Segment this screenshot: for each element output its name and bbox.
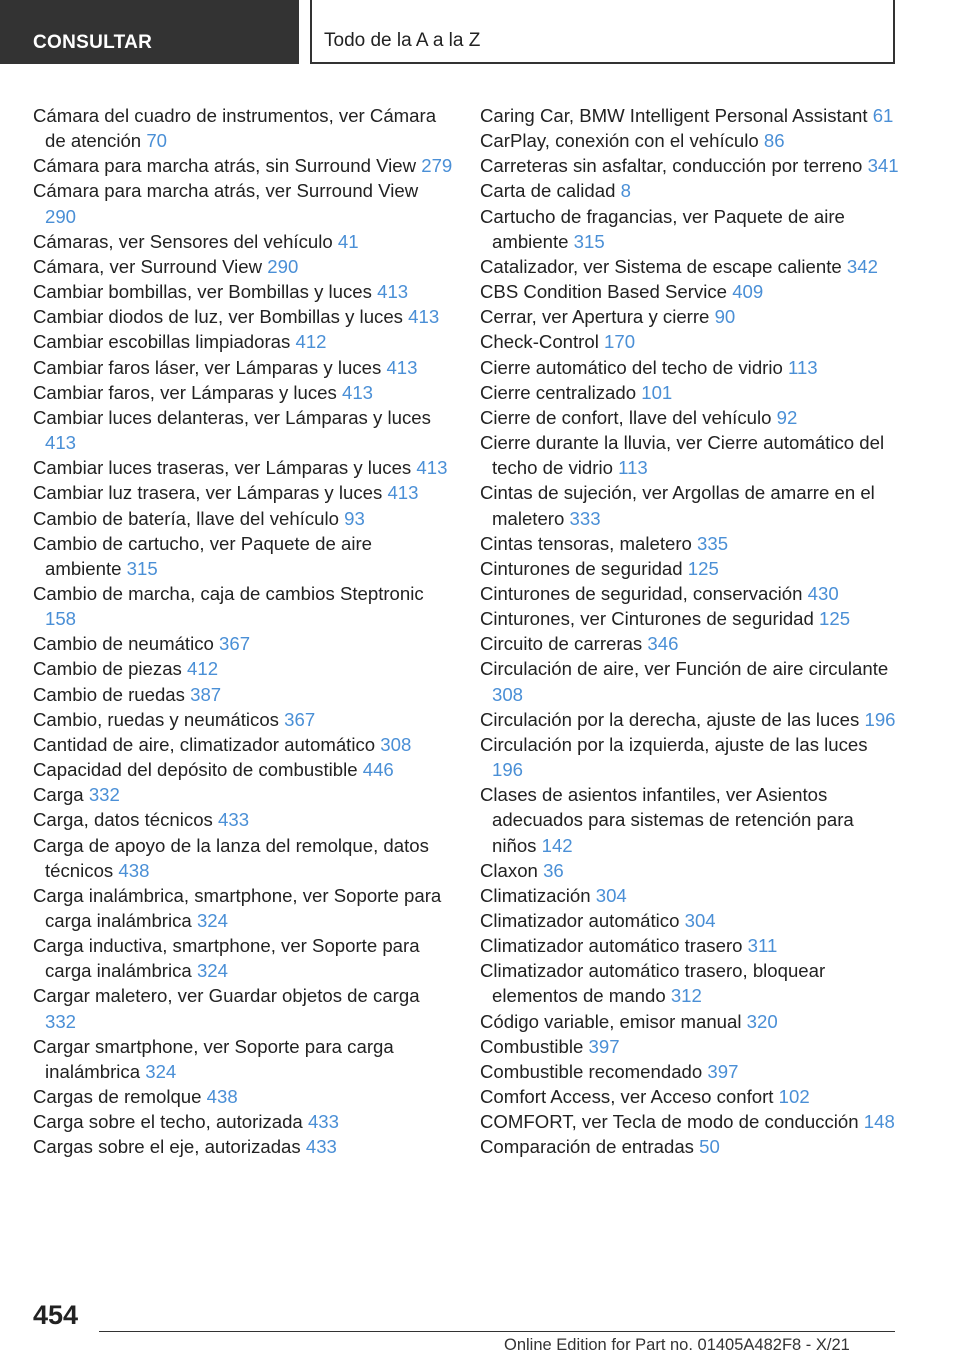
index-entry-text: Cierre de confort, llave del vehículo: [480, 406, 772, 428]
page-reference-link[interactable]: 397: [588, 1035, 620, 1057]
index-entry-text: Caring Car, BMW Intelligent Personal Assistant: [480, 105, 868, 126]
index-entry: [480, 430, 900, 480]
index-entry: [33, 279, 453, 304]
index-entry: [480, 304, 900, 329]
index-entry-text: Cambio de cartucho, ver Paquete de aire ambiente: [33, 532, 373, 579]
page-reference-link[interactable]: 315: [126, 557, 158, 579]
page-reference-link[interactable]: 333: [569, 507, 601, 529]
index-entry-text: Circulación de aire, ver Función de aire circulante: [480, 658, 889, 680]
index-entry: [480, 1034, 900, 1059]
section-tab: CONSULTAR: [0, 0, 299, 64]
index-entry: [480, 556, 900, 581]
page-reference-link[interactable]: 433: [218, 809, 250, 831]
page-reference-link[interactable]: 413: [408, 306, 440, 328]
index-entry-text: Circuito de carreras: [480, 633, 643, 655]
index-entry: [480, 153, 900, 178]
index-entry: [33, 229, 453, 254]
index-entry: [480, 254, 900, 279]
index-entry: [33, 1109, 453, 1134]
page-reference-link[interactable]: 196: [864, 708, 896, 730]
index-entry-text: Cierre automático del techo de vidrio: [480, 356, 783, 378]
index-entry: [33, 355, 453, 380]
page-reference-link[interactable]: 308: [492, 683, 524, 705]
page-reference-link[interactable]: 413: [387, 482, 419, 504]
index-entry: [33, 983, 453, 1033]
index-entry: [480, 178, 900, 203]
page-reference-link[interactable]: 8: [620, 180, 631, 202]
index-entry-text: Check-Control: [480, 331, 599, 353]
page-reference-link[interactable]: 142: [541, 834, 573, 856]
page-reference-link[interactable]: 335: [697, 532, 729, 554]
index-entry-text: Comfort Access, ver Acceso confort: [480, 1086, 774, 1108]
index-entry-text: Cinturones de seguridad: [480, 557, 683, 579]
index-entry-text: Cámaras, ver Sensores del vehículo: [33, 230, 333, 252]
footer-divider: [99, 1331, 895, 1332]
index-entry-text: Climatizador automático trasero, bloquear elementos de mando: [480, 960, 826, 1007]
index-entry-text: Cambio de piezas: [33, 658, 182, 680]
page-reference-link[interactable]: 413: [386, 356, 418, 378]
index-entry-text: Cámara para marcha atrás, ver Surround View: [33, 180, 419, 202]
page-reference-link[interactable]: 367: [219, 633, 251, 655]
index-entry-text: Carga inductiva, smartphone, ver Soporte para carga inalámbrica: [33, 935, 420, 982]
page-reference-link[interactable]: 346: [647, 633, 679, 655]
index-entry-text: Cargas de remolque: [33, 1086, 202, 1108]
index-entry-text: Cierre durante la lluvia, ver Cierre automático del techo de vidrio: [480, 432, 885, 479]
index-entry: [33, 506, 453, 531]
page-reference-link[interactable]: 41: [337, 230, 359, 252]
index-entry: [33, 656, 453, 681]
index-entry-text: Carga, datos técnicos: [33, 809, 213, 831]
index-entry: [33, 833, 453, 883]
index-entry-text: Clases de asientos infantiles, ver Asientos adecuados para sistemas de retención para niños: [480, 784, 854, 856]
index-entry: [480, 329, 900, 354]
index-entry-text: Capacidad del depósito de combustible: [33, 759, 358, 781]
index-entry: [480, 908, 900, 933]
index-entry-text: Climatizador automático: [480, 910, 680, 931]
page-reference-link[interactable]: 433: [307, 1111, 339, 1133]
index-entry: [480, 1059, 900, 1084]
index-entry-text: Cerrar, ver Apertura y cierre: [480, 306, 710, 328]
page-reference-link[interactable]: 196: [492, 759, 524, 781]
index-entry-text: Combustible: [480, 1035, 584, 1057]
index-entry-text: Carta de calidad: [480, 180, 616, 202]
index-entry-text: Carga sobre el techo, autorizada: [33, 1111, 303, 1133]
page-reference-link[interactable]: 397: [707, 1060, 739, 1082]
page-reference-link[interactable]: 125: [687, 557, 719, 579]
footer-edition: Online Edition for Part no. 01405A482F8 - X/21: [504, 1336, 850, 1354]
index-entry: [480, 1109, 900, 1134]
index-entry: [480, 606, 900, 631]
index-entry-text: Cinturones de seguridad, conservación: [480, 582, 803, 604]
index-column-right: [480, 103, 900, 1160]
index-entry: [33, 732, 453, 757]
index-entry: [33, 883, 453, 933]
index-entry-text: Cambio de ruedas: [33, 683, 185, 705]
page-reference-link[interactable]: 413: [377, 281, 409, 303]
page-reference-link[interactable]: 113: [618, 457, 648, 479]
index-entry: [480, 380, 900, 405]
index-entry-text: Cambio de marcha, caja de cambios Steptronic: [33, 582, 424, 604]
page-reference-link[interactable]: 36: [543, 859, 564, 881]
index-entry-text: Cargar maletero, ver Guardar objetos de carga: [33, 985, 420, 1007]
page-reference-link[interactable]: 341: [867, 155, 899, 177]
index-entry: [33, 631, 453, 656]
index-entry: [33, 1034, 453, 1084]
page-reference-link[interactable]: 387: [190, 683, 222, 705]
index-entry: [33, 581, 453, 631]
index-entry-text: Cambiar bombillas, ver Bombillas y luces: [33, 281, 372, 303]
page-reference-link[interactable]: 433: [305, 1136, 337, 1158]
index-entry: [33, 807, 453, 832]
page-reference-link[interactable]: 50: [699, 1136, 720, 1158]
page-reference-link[interactable]: 279: [421, 155, 453, 177]
index-entry-text: Combustible recomendado: [480, 1060, 703, 1082]
page-reference-link[interactable]: 412: [295, 331, 327, 353]
index-entry-text: Cambiar luces delanteras, ver Lámparas y luces: [33, 406, 431, 428]
index-entry-text: Carga: [33, 784, 84, 806]
index-entry: [33, 480, 453, 505]
index-entry: [480, 103, 900, 128]
index-entry: [480, 858, 900, 883]
index-entry-text: Cámara para marcha atrás, sin Surround View: [33, 155, 417, 177]
index-entry: [480, 933, 900, 958]
index-entry: [33, 153, 453, 178]
index-entry-text: Cámara, ver Surround View: [33, 255, 263, 277]
page-reference-link[interactable]: 308: [380, 733, 412, 755]
index-entry-text: Catalizador, ver Sistema de escape caliente: [480, 255, 842, 277]
page-reference-link[interactable]: 332: [88, 784, 120, 806]
index-entry: [33, 1084, 453, 1109]
page-reference-link[interactable]: 315: [573, 230, 605, 252]
index-entry-text: Cargar smartphone, ver Soporte para carga inalámbrica: [33, 1035, 394, 1082]
index-entry: [480, 1134, 900, 1159]
index-entry: [480, 355, 900, 380]
index-entry-text: Cambio de batería, llave del vehículo: [33, 507, 339, 529]
index-entry: [480, 128, 900, 153]
index-entry: [33, 405, 453, 455]
index-entry-text: Cinturones, ver Cinturones de seguridad: [480, 608, 814, 630]
index-entry: [33, 757, 453, 782]
index-entry: [33, 455, 453, 480]
page-reference-link[interactable]: 342: [846, 255, 878, 277]
index-entry-text: Cartucho de fragancias, ver Paquete de aire ambiente: [480, 205, 845, 252]
index-entry: [480, 732, 900, 782]
index-entry: [480, 204, 900, 254]
page-reference-link[interactable]: 413: [416, 457, 448, 479]
index-entry-text: Carga inalámbrica, smartphone, ver Soporte para carga inalámbrica: [33, 884, 442, 931]
index-entry-text: Circulación por la derecha, ajuste de las luces: [480, 708, 860, 730]
index-entry: [480, 531, 900, 556]
index-entry-text: Cintas tensoras, maletero: [480, 532, 692, 554]
page-number: 454: [33, 1300, 79, 1330]
index-entry-text: Cambiar faros láser, ver Lámparas y luces: [33, 356, 382, 378]
page-reference-link[interactable]: 332: [45, 1010, 77, 1032]
page-reference-link[interactable]: 311: [747, 935, 778, 957]
index-entry-text: Cambiar luz trasera, ver Lámparas y luces: [33, 482, 383, 504]
index-entry-text: Carreteras sin asfaltar, conducción por terreno: [480, 155, 863, 177]
index-entry: [33, 531, 453, 581]
index-entry: [33, 380, 453, 405]
page-reference-link[interactable]: 101: [641, 381, 673, 403]
page-reference-link[interactable]: 113: [788, 356, 818, 378]
page-reference-link[interactable]: 290: [267, 255, 299, 277]
index-entry-text: Cambio, ruedas y neumáticos: [33, 708, 279, 730]
page-reference-link[interactable]: 324: [196, 960, 228, 982]
index-entry-text: CarPlay, conexión con el vehículo: [480, 130, 759, 152]
page-reference-link[interactable]: 304: [595, 884, 627, 906]
index-entry: [33, 304, 453, 329]
index-entry-text: Cantidad de aire, climatizador automático: [33, 733, 376, 755]
index-entry-text: Cámara del cuadro de instrumentos, ver Cámara de atención: [33, 105, 437, 152]
index-entry: [33, 329, 453, 354]
page-reference-link[interactable]: 70: [146, 130, 168, 152]
index-entry: [33, 1134, 453, 1159]
index-entry: [480, 958, 900, 1008]
header-title: Todo de la A a la Z: [312, 0, 895, 64]
page-reference-link[interactable]: 413: [45, 432, 77, 454]
index-entry: [480, 707, 900, 732]
page-reference-link[interactable]: 93: [344, 507, 365, 529]
page-reference-link[interactable]: 446: [362, 759, 394, 781]
index-entry-text: Cargas sobre el eje, autorizadas: [33, 1136, 301, 1158]
index-entry: [480, 480, 900, 530]
page-reference-link[interactable]: 413: [341, 381, 374, 403]
index-entry-text: Carga de apoyo de la lanza del remolque, datos técnicos: [33, 834, 429, 881]
page-reference-link[interactable]: 158: [45, 608, 77, 630]
page-reference-link[interactable]: 324: [196, 910, 228, 931]
page-reference-link[interactable]: 438: [118, 859, 150, 881]
index-entry: [480, 279, 900, 304]
index-entry-text: COMFORT, ver Tecla de modo de conducción: [480, 1111, 859, 1133]
index-entry: [480, 883, 900, 908]
index-entry: [33, 782, 453, 807]
index-entry: [480, 782, 900, 857]
index-entry: [33, 933, 453, 983]
index-entry: [33, 178, 453, 228]
index-entry-text: Código variable, emisor manual: [480, 1010, 742, 1032]
index-entry: [33, 254, 453, 279]
page-reference-link[interactable]: 438: [206, 1086, 238, 1108]
page-reference-link[interactable]: 409: [732, 281, 764, 303]
index-entry-text: Cambiar escobillas limpiadoras: [33, 331, 291, 353]
index-entry: [480, 656, 900, 706]
index-entry-text: Climatización: [480, 884, 591, 906]
index-entry-text: Cambiar faros, ver Lámparas y luces: [33, 381, 337, 403]
index-entry: [480, 1084, 900, 1109]
index-entry-text: Cambio de neumático: [33, 633, 214, 655]
page-reference-link[interactable]: 90: [714, 306, 736, 328]
index-entry: [480, 581, 900, 606]
page-header: [0, 0, 960, 66]
index-entry: [480, 1009, 900, 1034]
page-reference-link[interactable]: 125: [819, 608, 851, 630]
index-entry-text: Cambiar luces traseras, ver Lámparas y luces: [33, 457, 412, 479]
page-reference-link[interactable]: 312: [670, 985, 702, 1007]
index-entry-text: Cintas de sujeción, ver Argollas de amarre en el maletero: [480, 482, 875, 529]
index-column-left: [33, 103, 453, 1160]
page-reference-link[interactable]: 102: [778, 1086, 810, 1108]
page-reference-link[interactable]: 430: [807, 582, 839, 604]
index-entry: [33, 103, 453, 153]
index-entry-text: Claxon: [480, 859, 538, 881]
index-entry-text: Comparación de entradas: [480, 1136, 694, 1158]
page-reference-link[interactable]: 412: [187, 658, 219, 680]
page-reference-link[interactable]: 290: [45, 205, 77, 227]
page-reference-link[interactable]: 304: [684, 910, 716, 931]
index-entry-text: Climatizador automático trasero: [480, 935, 743, 957]
page-reference-link[interactable]: 61: [872, 105, 894, 126]
page-reference-link[interactable]: 170: [604, 331, 636, 353]
index-entry-text: CBS Condition Based Service: [480, 281, 728, 303]
index-entry: [480, 405, 900, 430]
index-entry: [480, 631, 900, 656]
index-entry: [33, 682, 453, 707]
page-reference-link[interactable]: 324: [145, 1060, 177, 1082]
page-reference-link[interactable]: 320: [746, 1010, 778, 1032]
index-entry-text: Cambiar diodos de luz, ver Bombillas y luces: [33, 306, 403, 328]
page-reference-link[interactable]: 92: [776, 406, 798, 428]
page-reference-link[interactable]: 86: [763, 130, 785, 152]
index-entry-text: Cierre centralizado: [480, 381, 637, 403]
index-entry: [33, 707, 453, 732]
page-reference-link[interactable]: 367: [284, 708, 316, 730]
page-reference-link[interactable]: 148: [863, 1111, 895, 1133]
index-entry-text: Circulación por la izquierda, ajuste de las luces: [480, 733, 868, 755]
